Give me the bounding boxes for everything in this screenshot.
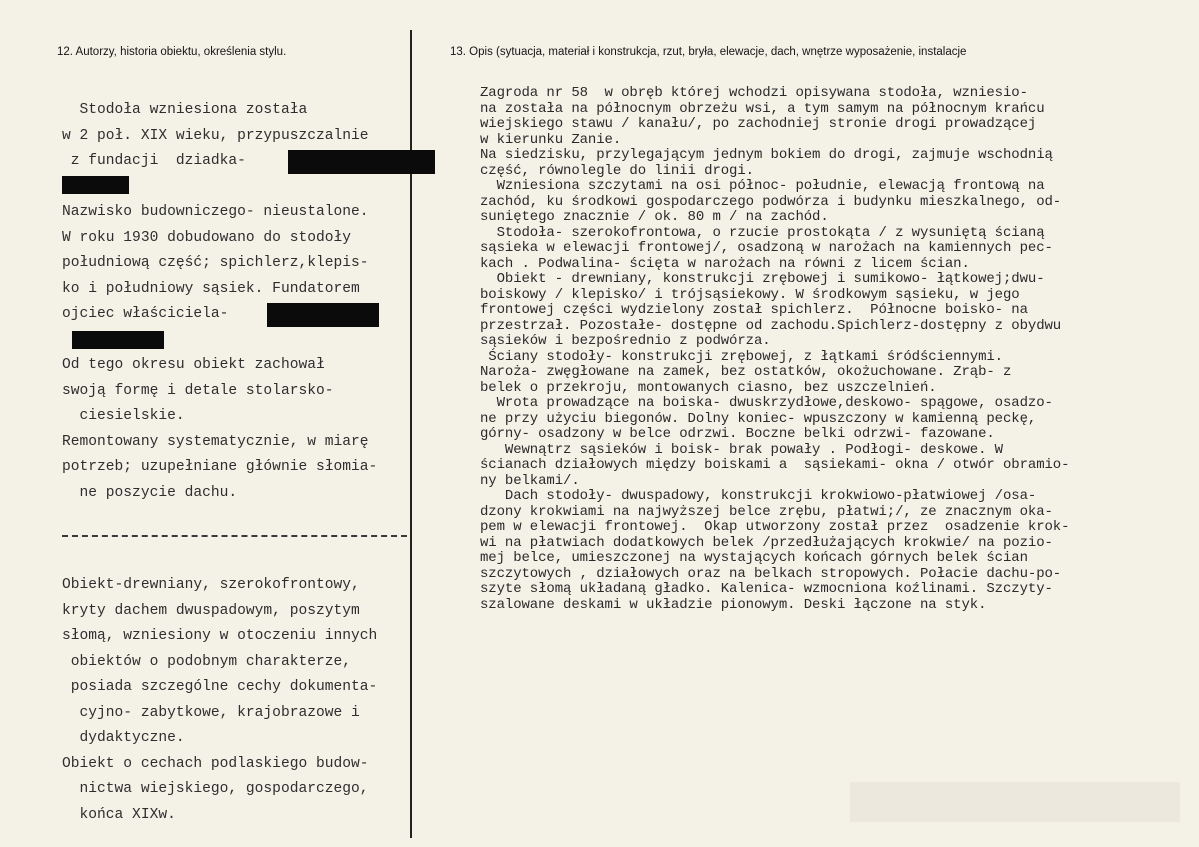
paper-stain — [850, 782, 1180, 822]
description-line: ścianach działowych między boiskami a sąsiekami- okna / otwór obramio- — [480, 457, 1070, 473]
description-line: Wewnątrz sąsieków i boisk- brak powały . Podłogi- deskowe. W — [480, 441, 1003, 458]
description-block — [480, 86, 1190, 613]
section-12-heading: 12. Autorzy, historia obiektu, określenia stylu. — [57, 46, 287, 58]
description-line: Ściany stodoły- konstrukcji zrębowej, z łątkami śródściennymi. — [480, 348, 1003, 365]
history-line — [62, 175, 434, 201]
style-line: obiektów o podobnym charakterze, — [62, 653, 352, 670]
history-line: Remontowany systematycznie, w miarę — [62, 433, 369, 450]
style-line: nictwa wiejskiego, gospodarczego, — [62, 781, 369, 797]
description-line: ny belkami/. — [480, 472, 580, 489]
description-line: szalowane deskami w układzie pionowym. Deski łączone na styk. — [480, 596, 987, 613]
description-line: Na siedzisku, przylegającym jednym bokiem do drogi, zajmuje wschodnią — [480, 147, 1053, 163]
redaction-bar — [62, 176, 129, 194]
history-line: południową część; spichlerz,klepis- — [62, 255, 369, 271]
history-line — [62, 302, 434, 328]
description-line: część, równolegle do linii drogi. — [480, 162, 754, 179]
description-line: pem w elewacji frontowej. Okap utworzony został przez osadzenie krok- — [480, 519, 1070, 535]
description-line: Obiekt - drewniany, konstrukcji zrębowej i sumikowo- łątkowej;dwu- — [480, 271, 1045, 287]
dashed-separator — [62, 535, 407, 537]
section-13-heading: 13. Opis (sytuacja, materiał i konstrukcja, rzut, bryła, elewacje, dach, wnętrze wyposażenie, instalacje — [450, 46, 967, 58]
description-line: boiskowy / klepisko/ i trójsąsiekowy. W środkowym sąsieku, w jego — [480, 286, 1020, 303]
description-line: ne przy użyciu biegonów. Dolny koniec- wpuszczony w kamienną peckę, — [480, 410, 1037, 427]
description-line: Zagroda nr 58 w obręb której wchodzi opisywana stodoła, wzniesio- — [480, 85, 1028, 101]
description-line: zachód, ku środkowi gospodarczego podwórza i budynku mieszkalnego, od- — [480, 193, 1062, 210]
style-line: cyjno- zabytkowe, krajobrazowe i — [62, 704, 360, 721]
redaction-bar — [72, 331, 164, 349]
description-line: wiejskiego stawu / kanału/, po zachodniej stronie drogi prowadzącej — [480, 116, 1037, 132]
description-line: kach . Podwalina- ścięta w narożach na równi z licem ścian. — [480, 255, 970, 272]
history-line: swoją formę i detale stolarsko- — [62, 382, 334, 399]
description-line: Naroża- zwęgłowane na zamek, bez ostatków, okożuchowane. Zrąb- z — [480, 364, 1012, 380]
description-line: szyte słomą układaną gładko. Kalenica- wzmocniona koźlinami. Szczyty- — [480, 581, 1053, 597]
description-line: w kierunku Zanie. — [480, 131, 622, 148]
history-line: ciesielskie. — [62, 408, 185, 424]
description-line: suniętego znacznie / ok. 80 m / na zachód. — [480, 209, 829, 225]
history-block — [62, 98, 434, 506]
redaction-bar — [267, 303, 379, 327]
description-line: sąsieka w elewacji frontowej/, osadzoną w narożach na kamiennych pec- — [480, 240, 1053, 256]
style-line: końca XIXw. — [62, 806, 176, 823]
history-line-text: z fundacji dziadka- — [62, 153, 246, 169]
description-line: Wzniesiona szczytami na osi północ- południe, elewacją frontową na — [480, 178, 1045, 194]
history-line: Od tego okresu obiekt zachował — [62, 357, 325, 373]
description-line: Dach stodoły- dwuspadowy, konstrukcji krokwiowo-płatwiowej /osa- — [480, 488, 1037, 504]
history-line: ko i południowy sąsiek. Fundatorem — [62, 280, 360, 297]
description-line: Stodoła- szerokofrontowa, o rzucie prostokąta / z wysuniętą ścianą — [480, 224, 1045, 241]
style-block — [62, 573, 434, 828]
history-line-text: ojciec właściciela- — [62, 306, 229, 322]
style-line: Obiekt o cechach podlaskiego budow- — [62, 755, 369, 772]
history-line: Stodoła wzniesiona została — [62, 102, 308, 118]
history-line: Nazwisko budowniczego- nieustalone. — [62, 204, 369, 220]
description-line: mej belce, umieszczonej na wystających końcach górnych belek ścian — [480, 550, 1028, 566]
redaction-bar — [288, 150, 435, 174]
description-line: frontowej części wydzielony został spichlerz. Północne boisko- na — [480, 302, 1028, 318]
history-line: potrzeb; uzupełniane głównie słomia- — [62, 459, 378, 475]
history-line — [62, 328, 434, 354]
description-line: górny- osadzony w belce odrzwi. Boczne belki odrzwi- fazowane. — [480, 426, 995, 442]
style-line: słomą, wzniesiony w otoczeniu innych — [62, 628, 378, 644]
description-line: wi na płatwiach dodatkowych belek /przedłużających krokwie/ na pozio- — [480, 534, 1053, 551]
style-line: dydaktyczne. — [62, 730, 185, 746]
description-line: Wrota prowadzące na boiska- dwuskrzydłowe,deskowo- spągowe, osadzo- — [480, 395, 1053, 411]
history-line — [62, 149, 434, 175]
description-line: sąsieków i bezpośrednio z podwórza. — [480, 333, 771, 349]
description-line: na została na północnym obrzeżu wsi, a tym samym na północnym krańcu — [480, 100, 1045, 117]
description-line: dzony krokwiami na najwyższej belce zrębu, płatwi;/, ze znacznym oka- — [480, 503, 1053, 520]
history-line: W roku 1930 dobudowano do stodoły — [62, 229, 352, 246]
description-line: szczytowych , działowych oraz na belkach stropowych. Połacie dachu-po- — [480, 565, 1062, 582]
description-line: belek o przekroju, montowanych ciasno, bez uszczelnień. — [480, 379, 937, 396]
history-line: ne poszycie dachu. — [62, 484, 238, 501]
style-line: Obiekt-drewniany, szerokofrontowy, — [62, 577, 360, 593]
style-line: kryty dachem dwuspadowym, poszytym — [62, 602, 360, 619]
style-line: posiada szczególne cechy dokumenta- — [62, 679, 378, 695]
history-line: w 2 poł. XIX wieku, przypuszczalnie — [62, 127, 369, 144]
description-line: przestrzał. Pozostałe- dostępne od zachodu.Spichlerz-dostępny z obydwu — [480, 317, 1062, 334]
